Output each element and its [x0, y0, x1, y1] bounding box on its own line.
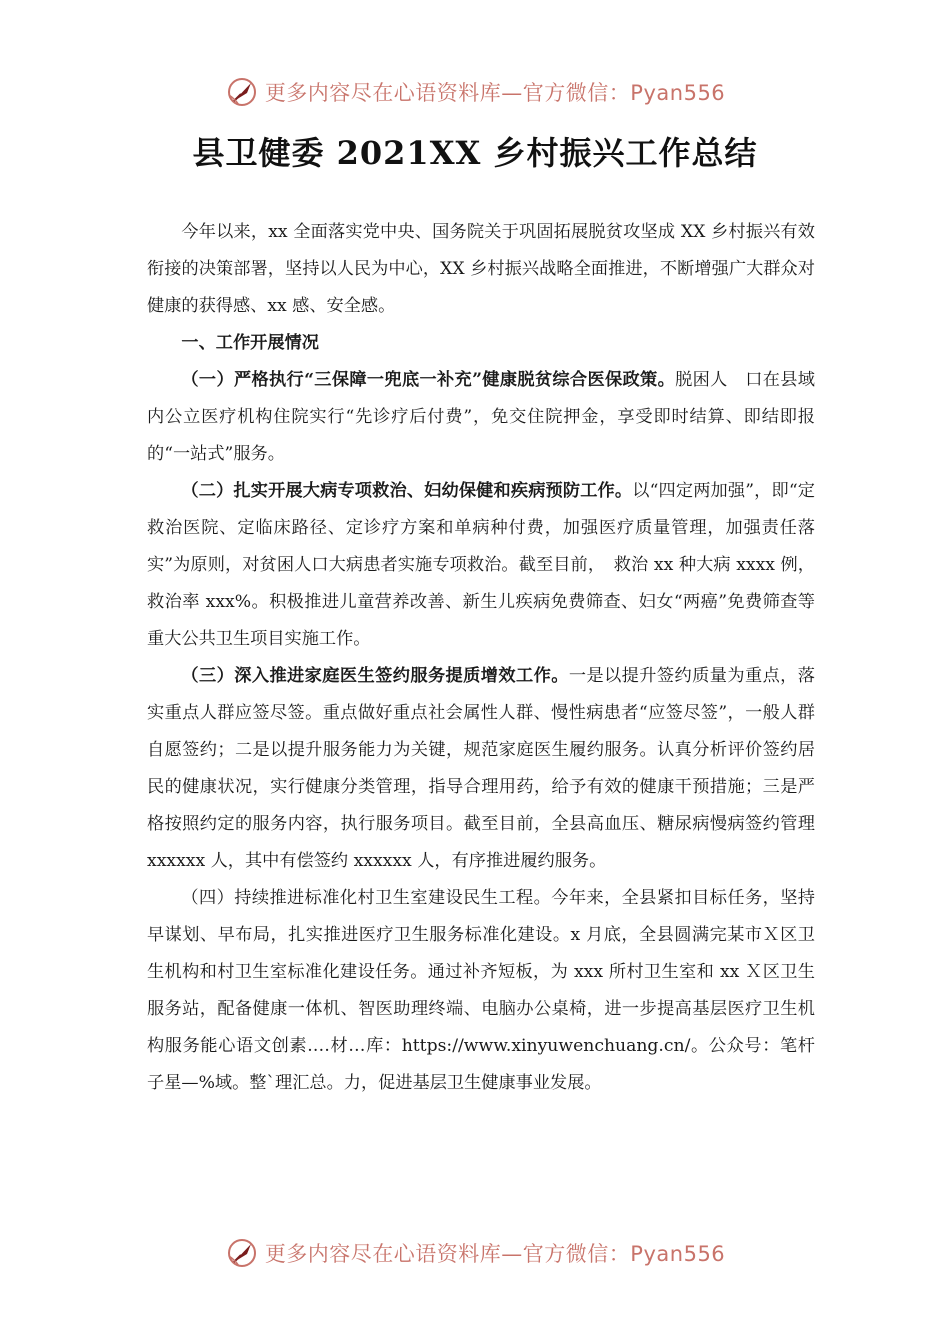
- section-heading: 一、工作开展情况: [181, 333, 319, 353]
- item-paragraph-4: [147, 880, 815, 1102]
- document-body: [147, 214, 815, 1102]
- page-title: 县卫健委 2021XX 乡村振兴工作总结: [192, 134, 758, 172]
- banner-text: 更多内容尽在心语资料库—官方微信：Pyan556: [264, 81, 726, 105]
- item-paragraph-1: [147, 362, 815, 473]
- quill-pen-icon: [225, 1236, 259, 1270]
- item-paragraph-2: [147, 473, 815, 658]
- intro-paragraph: 今年以来，xx 全面落实党中央、国务院关于巩固拓展脱贫攻坚成 XX 乡村振兴有效衔接的决策部署，坚持以人民为中心，XX 乡村振兴战略全面推进，不断增强广大群众对健康的获得感、xx 感、安全感。: [147, 222, 815, 316]
- banner-text: 更多内容尽在心语资料库—官方微信：Pyan556: [264, 1242, 726, 1266]
- footer-watermark-banner: [0, 1233, 950, 1273]
- item-lead: （二）扎实开展大病专项救治、妇幼保健和疾病预防工作。: [181, 481, 633, 501]
- item-paragraph-3: [147, 658, 815, 880]
- item-body: （四）持续推进标准化村卫生室建设民生工程。今年来，全县紧扣目标任务，坚持早谋划、早布局，扎实推进医疗卫生服务标准化建设。x 月底，全县圆满完某市Ｘ区卫生机构和村卫生室标准化建设任务。通过补齐短板，为 xxx 所村卫生室和 xx Ｘ区卫生服务站，配备健康一体机、智医助理终端、电脑办公桌椅，进一步提高基层医疗卫生机构服务能心语文创素.…材…库：https://www.xinyuwenchuang.cn/。公众号：笔杆子星—%域。整`理汇总。力，促进基层卫生健康事业发展。: [147, 888, 815, 1093]
- quill-pen-icon: [225, 75, 259, 109]
- item-lead: （三）深入推进家庭医生签约服务提质增效工作。: [181, 666, 569, 686]
- header-watermark-banner: [0, 72, 950, 112]
- item-body: 以“四定两加强”，即“定救治医院、定临床路径、定诊疗方案和单病种付费，加强医疗质量管理，加强责任落实”为原则，对贫困人口大病患者实施专项救治。截至目前， 救治 xx 种大病 xxxx 例，救治率 xxx%。积极推进儿童营养改善、新生儿疾病免费筛查、妇女“两癌”免费筛查等重大公共卫生项目实施工作。: [147, 481, 815, 649]
- item-body: 脱困人 口在县域内公立医疗机构住院实行“先诊疗后付费”，免交住院押金，享受即时结算、即结即报的“一站式”服务。: [147, 370, 815, 464]
- item-lead: （一）严格执行“三保障一兜底一补充”健康脱贫综合医保政策。: [181, 370, 676, 390]
- item-body: 一是以提升签约质量为重点，落实重点人群应签尽签。重点做好重点社会属性人群、慢性病患者“应签尽签”，一般人群自愿签约；二是以提升服务能力为关键，规范家庭医生履约服务。认真分析评价签约居民的健康状况，实行健康分类管理，指导合理用药，给予有效的健康干预措施；三是严格按照约定的服务内容，执行服务项目。截至目前，全县高血压、糖尿病慢病签约管理 xxxxxx 人，其中有偿签约 xxxxxx 人，有序推进履约服务。: [147, 666, 815, 871]
